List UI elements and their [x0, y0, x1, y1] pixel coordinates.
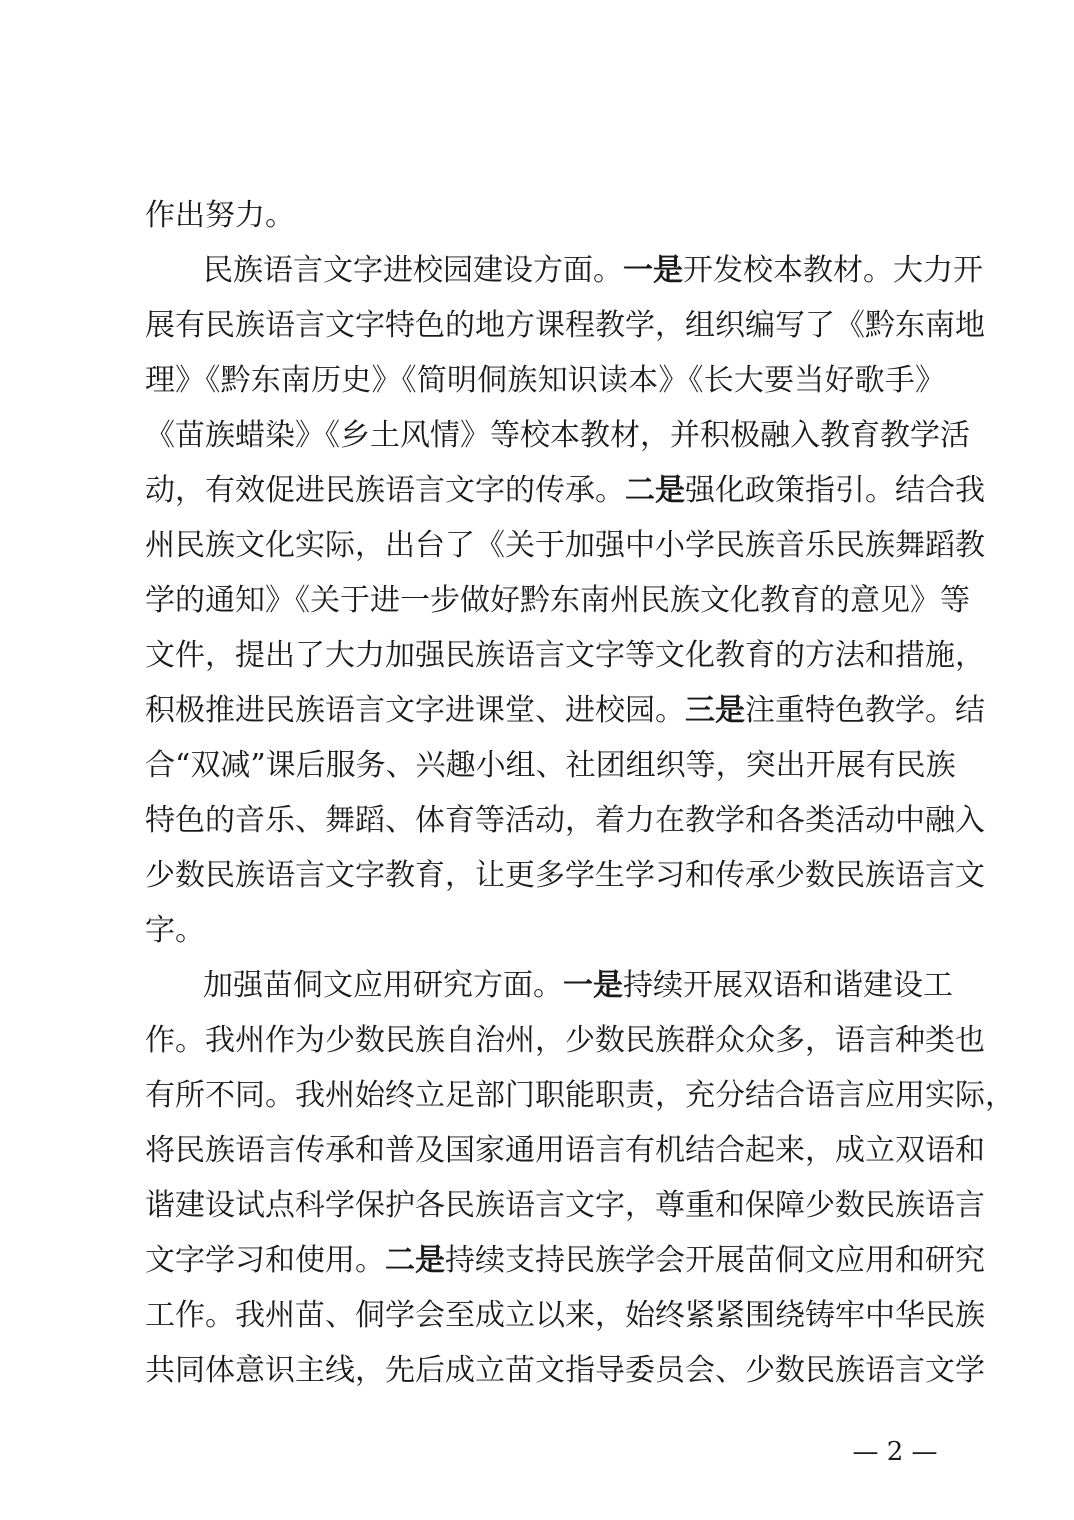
text-line: 州民族文化实际，出台了《关于加强中小学民族音乐民族舞蹈教: [145, 528, 985, 563]
text-run: 动，有效促进民族语言文字的传承。: [145, 473, 625, 508]
text-line: 作。我州作为少数民族自治州，少数民族群众众多，语言种类也: [145, 1023, 985, 1058]
text-run: 加强苗侗文应用研究方面。: [203, 968, 563, 1003]
bold-marker: 三是: [685, 693, 745, 728]
text-line: 文件，提出了大力加强民族语言文字等文化教育的方法和措施，: [145, 638, 985, 673]
text-line: 合“双减”课后服务、兴趣小组、社团组织等，突出开展有民族: [145, 748, 956, 783]
text-line: 将民族语言传承和普及国家通用语言有机结合起来，成立双语和: [145, 1133, 985, 1168]
text-line: 字。: [145, 913, 205, 948]
bold-marker: 二是: [625, 473, 685, 508]
text-line: 工作。我州苗、侗学会至成立以来，始终紧紧围绕铸牢中华民族: [145, 1298, 985, 1333]
bold-marker: 二是: [385, 1243, 445, 1278]
paragraph-start-line: [203, 249, 983, 293]
bold-marker: 一是: [563, 968, 623, 1003]
text-line: 学的通知》《关于进一步做好黔东南州民族文化教育的意见》等: [145, 583, 970, 618]
text-run: 开发校本教材。大力开: [683, 253, 983, 288]
text-line: 理》《黔东南历史》《简明侗族知识读本》《长大要当好歌手》: [145, 363, 945, 398]
page-number: — 2 —: [852, 1437, 938, 1467]
text-line: 少数民族语言文字教育，让更多学生学习和传承少数民族语言文: [145, 858, 985, 893]
text-run: 注重特色教学。结: [745, 693, 985, 728]
bold-marker: 一是: [623, 253, 683, 288]
text-run: 持续开展双语和谐建设工: [623, 968, 953, 1003]
text-line: 谐建设试点科学保护各民族语言文字，尊重和保障少数民族语言: [145, 1188, 985, 1223]
text-line: 有所不同。我州始终立足部门职能职责，充分结合语言应用实际，: [145, 1078, 1015, 1113]
text-run: 强化政策指引。结合我: [685, 473, 985, 508]
text-line: [145, 469, 985, 513]
text-run: 持续支持民族学会开展苗侗文应用和研究: [445, 1243, 985, 1278]
text-run: 积极推进民族语言文字进课堂、进校园。: [145, 693, 685, 728]
text-line: 特色的音乐、舞蹈、体育等活动，着力在教学和各类活动中融入: [145, 803, 985, 838]
text-run: 民族语言文字进校园建设方面。: [203, 253, 623, 288]
text-line: 共同体意识主线，先后成立苗文指导委员会、少数民族语言文学: [145, 1353, 985, 1388]
text-line: 展有民族语言文字特色的地方课程教学，组织编写了《黔东南地: [145, 308, 985, 343]
text-run: 文字学习和使用。: [145, 1243, 385, 1278]
text-line: 作出努力。: [145, 198, 295, 233]
text-line: [145, 689, 985, 733]
text-line: [145, 1239, 985, 1283]
paragraph-start-line: [203, 964, 953, 1008]
text-line: 《苗族蜡染》《乡土风情》等校本教材，并积极融入教育教学活: [145, 418, 970, 453]
